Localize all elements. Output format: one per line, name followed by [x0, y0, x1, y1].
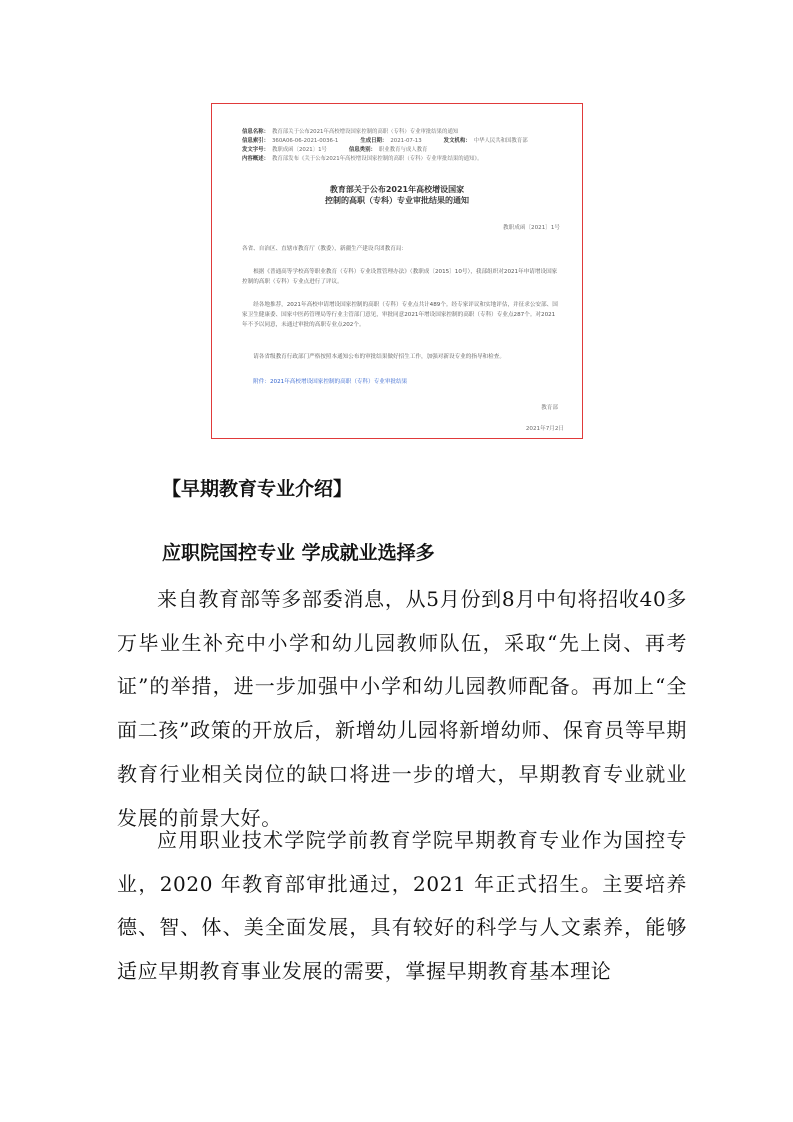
notice-title-line: 教育部关于公布2021年高校增设国家 [329, 185, 465, 194]
meta-key: 信息类别： [348, 147, 376, 153]
notice-screenshot [211, 103, 583, 439]
meta-row [242, 155, 566, 164]
notice-doc-number: 教职成函〔2021〕1号 [503, 225, 560, 231]
notice-title [212, 184, 582, 206]
meta-value: 360A06-06-2021-0036-1 [272, 138, 339, 144]
notice-meta [242, 128, 566, 164]
meta-value: 教职成函〔2021〕1号 [272, 147, 327, 153]
meta-key: 生成日期： [360, 138, 388, 144]
meta-key: 发文机构： [443, 138, 471, 144]
notice-date: 2021年7月2日 [525, 426, 564, 432]
meta-key: 信息索引： [242, 138, 269, 144]
meta-value: 教育部发布《关于公布2021年高校增设国家控制的高职（专科）专业审批结果的通知》。 [272, 156, 483, 162]
meta-key: 内容概述： [242, 156, 269, 162]
meta-value: 2021-07-13 [390, 138, 422, 144]
section-heading: 【早期教育专业介绍】 [162, 478, 353, 500]
meta-key: 信息名称： [242, 129, 269, 135]
notice-paragraph: 根据《普通高等学校高等职业教育（专科）专业设置管理办法》（教职成〔2015〕10号），我部组织对2021年申请增设国家控制的高职（专科）专业点进行了评议。 [242, 269, 558, 285]
meta-key: 发文字号： [242, 147, 269, 153]
notice-paragraph: 经各地推荐，2021年高校申请增设国家控制的高职（专科）专业点共计489个。经专家评议和实地评估，并征求公安部、国家卫生健康委、国家中医药管理局等行业主管部门意见，审批同意2021年增设国家控制的高职（专科）专业点287个。对2021年不予以同意，未通过审批的高职专业点202个。 [242, 302, 558, 328]
meta-value: 中华人民共和国教育部 [473, 138, 528, 144]
notice-signature: 教育部 [541, 405, 558, 411]
notice-attachment-link[interactable]: 附件：2021年高校增设国家控制的高职（专科）专业审批结果 [253, 379, 408, 385]
notice-paragraph: 请各省级教育行政部门严格按照本通知公布的审批结果做好招生工作，加强对新设专业的指导和检查。 [253, 354, 505, 360]
meta-value: 职业教育与成人教育 [378, 147, 428, 153]
notice-paragraph: 各省、自治区、直辖市教育厅（教委），新疆生产建设兵团教育局： [242, 246, 408, 252]
meta-row [242, 146, 566, 155]
body-paragraph: 来自教育部等多部委消息，从5月份到8月中旬将招收40多万毕业生补充中小学和幼儿园教师队伍，采取“先上岗、再考证”的举措，进一步加强中小学和幼儿园教师配备。再加上“全面二孩”政策的开放后，新增幼儿园将新增幼师、保育员等早期教育行业相关岗位的缺口将进一步的增大，早期教育专业就业发展的前景大好。 [117, 587, 687, 830]
body-paragraph: 应用职业技术学院学前教育学院早期教育专业作为国控专业，2020 年教育部审批通过，2021 年正式招生。主要培养德、智、体、美全面发展，具有较好的科学与人文素养，能够适应早期教育事业发展的需要，掌握早期教育基本理论 [117, 828, 687, 984]
meta-value: 教育部关于公布2021年高校增设国家控制的高职（专科）专业审批结果的通知 [272, 129, 459, 135]
meta-row [242, 128, 566, 137]
notice-title-line: 控制的高职（专科）专业审批结果的通知 [325, 196, 469, 205]
meta-row [242, 137, 566, 146]
subheading: 应职院国控专业 学成就业选择多 [162, 542, 435, 564]
